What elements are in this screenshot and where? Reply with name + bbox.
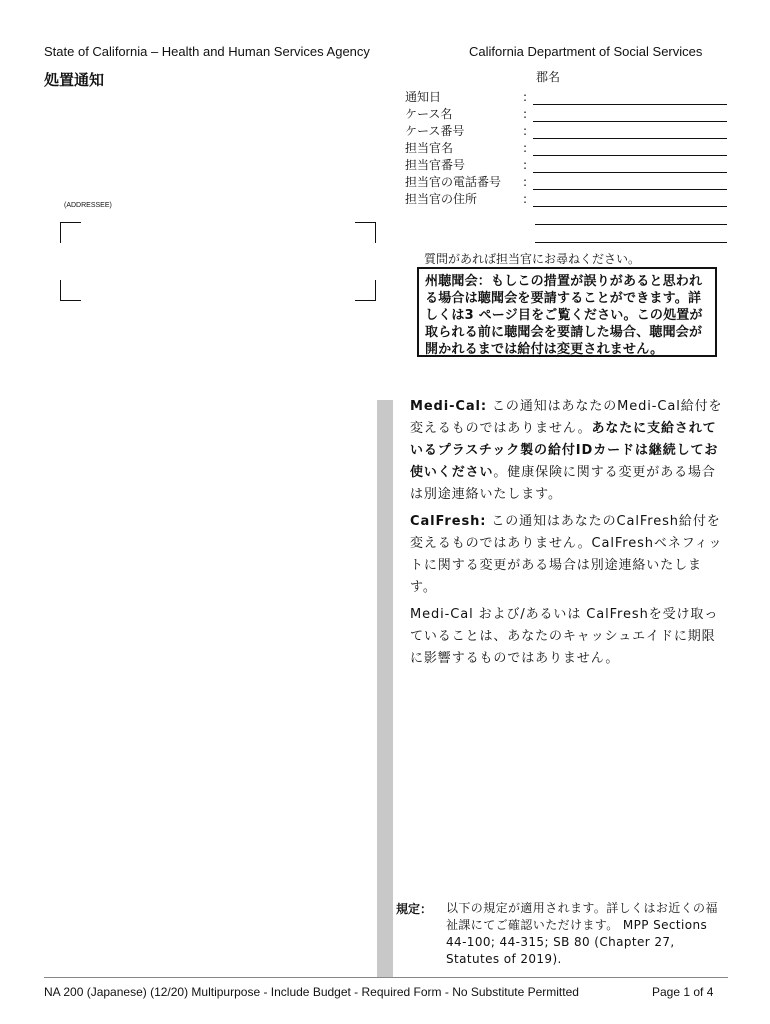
field-worker-address <box>405 192 727 209</box>
field-worker-number <box>405 158 727 175</box>
field-blank-line[interactable] <box>533 155 727 156</box>
field-notice-date <box>405 90 727 107</box>
questions-note: 質問があれば担当官にお尋ねください。 <box>424 252 641 266</box>
county-label: 郡名 <box>536 70 561 84</box>
field-colon: : <box>523 175 528 189</box>
field-label: 担当官の住所 <box>405 192 478 206</box>
rules-text: 以下の規定が適用されます。詳しくはお近くの福祉課にてご確認いただけます。 MPP Sections 44-100; 44-315; SB 80 (Chapter 27, Statutes of 2019). <box>446 901 718 966</box>
calfresh-paragraph <box>410 511 726 599</box>
department-name: California Department of Social Services <box>469 44 703 59</box>
address-line-3[interactable] <box>535 242 727 243</box>
field-label: 担当官の電話番号 <box>405 175 502 189</box>
field-case-name <box>405 107 727 124</box>
medi-cal-paragraph <box>410 396 726 506</box>
footer-divider <box>44 977 728 978</box>
field-blank-line[interactable] <box>533 189 727 190</box>
medi-cal-text: この通知はあなたのMedi-Cal給付を変えるものではありません。 <box>410 399 723 436</box>
field-colon: : <box>523 158 528 172</box>
medi-cal-text-end: 。健康保険に関する変更がある場合は別途連絡いたします。 <box>410 465 716 502</box>
page-title: 処置通知 <box>44 71 105 89</box>
state-hearing-notice: 州聴聞会：もしこの措置が誤りがあると思われる場合は聴聞会を要請することができます。詳しくは3 ページ目をご覧ください。この処置が取られる前に聴聞会を要請した場合、聴聞会が開かれるまでは給付は変更されません。 <box>417 267 717 357</box>
field-colon: : <box>523 192 528 206</box>
calfresh-heading: CalFresh: <box>410 514 487 529</box>
field-blank-line[interactable] <box>533 104 727 105</box>
field-colon: : <box>523 90 528 104</box>
cash-aid-paragraph: Medi-Cal および/あるいは CalFreshを受け取っていることは、あなたのキャッシュエイドに期限に影響するものではありません。 <box>410 607 719 666</box>
medi-cal-heading: Medi-Cal: <box>410 399 487 414</box>
field-worker-phone <box>405 175 727 192</box>
medi-cal-bold-text: あなたに支給されているプラスチック製の給付IDカードは継続してお使いください <box>410 421 719 480</box>
field-colon: : <box>523 107 528 121</box>
gray-margin-bar <box>377 400 393 977</box>
field-blank-line[interactable] <box>533 138 727 139</box>
form-identifier: NA 200 (Japanese) (12/20) Multipurpose - Include Budget - Required Form - No Substitute Permitted <box>44 985 579 999</box>
field-label: ケース名 <box>405 107 453 121</box>
field-blank-line[interactable] <box>533 121 727 122</box>
addressee-label: (ADDRESSEE) <box>64 202 112 209</box>
field-case-number <box>405 124 727 141</box>
rules-label: 規定： <box>396 902 433 916</box>
field-label: 担当官番号 <box>405 158 466 172</box>
field-label: 担当官名 <box>405 141 454 155</box>
page-number: Page 1 of 4 <box>652 985 714 999</box>
field-colon: : <box>523 124 528 138</box>
field-colon: : <box>523 141 528 155</box>
field-worker-name <box>405 141 727 158</box>
agency-name: State of California – Health and Human Services Agency <box>44 44 370 59</box>
field-blank-line[interactable] <box>533 172 727 173</box>
field-label: 通知日 <box>405 90 442 104</box>
address-window-corner-top-left <box>60 222 81 243</box>
address-line-2[interactable] <box>535 224 727 225</box>
calfresh-text: この通知はあなたのCalFresh給付を変えるものではありません。CalFreshベネフィットに関する変更がある場合は別途連絡いたします。 <box>410 514 723 595</box>
field-blank-line[interactable] <box>533 206 727 207</box>
field-label: ケース番号 <box>405 124 465 138</box>
address-window-corner-bottom-right <box>355 280 376 301</box>
address-window-corner-top-right <box>355 222 376 243</box>
address-window-corner-bottom-left <box>60 280 81 301</box>
case-info-fields <box>405 90 727 209</box>
